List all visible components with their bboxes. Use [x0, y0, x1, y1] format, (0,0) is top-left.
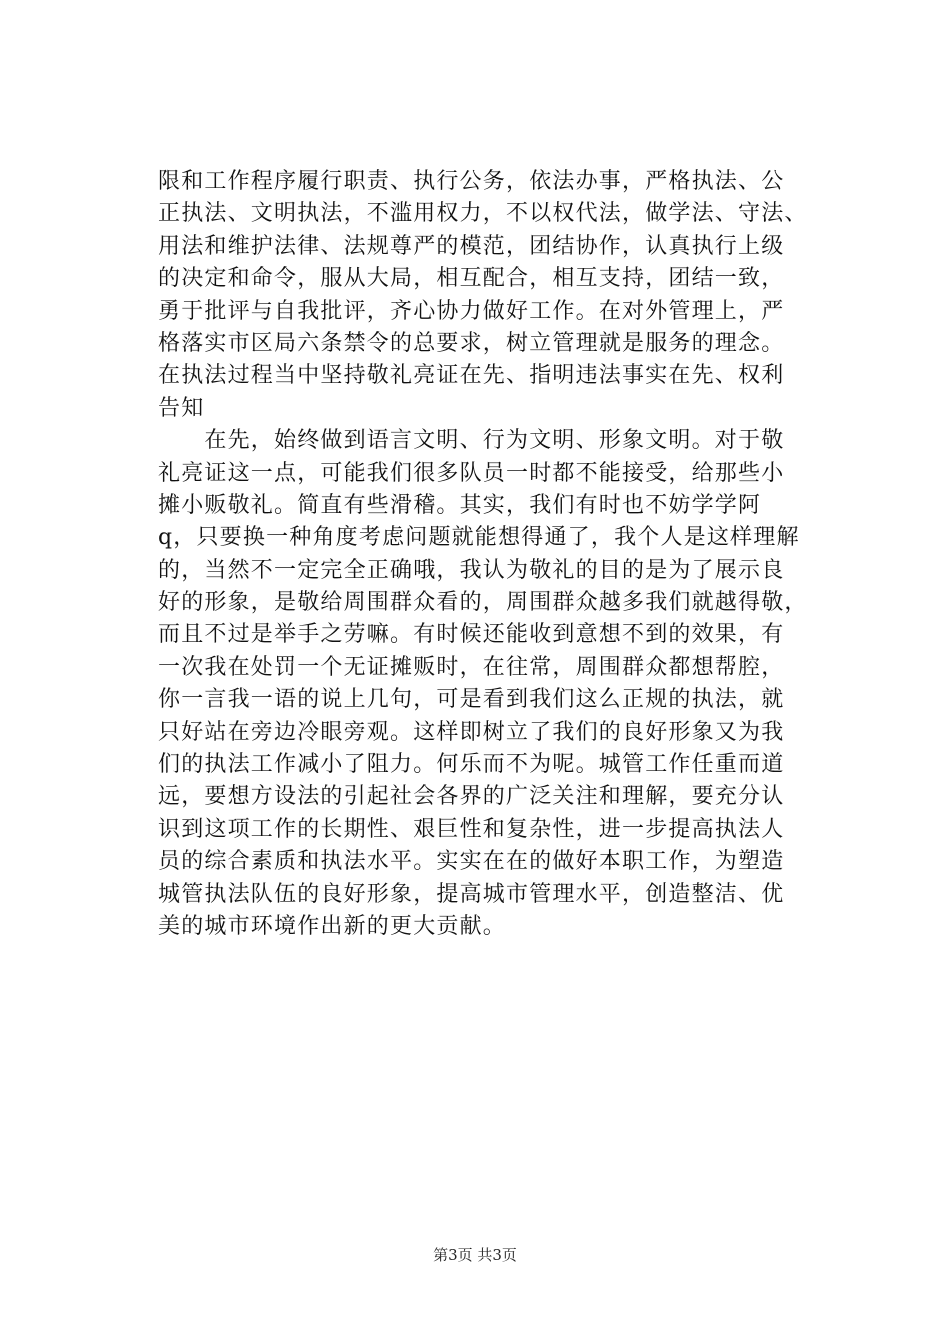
text-line: 在执法过程当中坚持敬礼亮证在先、指明违法事实在先、权利	[158, 363, 785, 389]
text-line: 告知	[158, 395, 205, 421]
text-line: 正执法、文明执法，不滥用权力，不以权代法，做学法、守法、	[158, 201, 808, 227]
text-line: 远，要想方设法的引起社会各界的广泛关注和理解，要充分认	[158, 784, 785, 810]
text-line: 在先，始终做到语言文明、行为文明、形象文明。对于敬	[158, 428, 785, 454]
text-line: 礼亮证这一点，可能我们很多队员一时都不能接受，给那些小	[158, 460, 785, 486]
text-line: 摊小贩敬礼。简直有些滑稽。其实，我们有时也不妨学学阿	[158, 492, 762, 518]
body-text	[158, 166, 830, 943]
text-line: 只好站在旁边冷眼旁观。这样即树立了我们的良好形象又为我	[158, 719, 785, 745]
text-line: 而且不过是举手之劳嘛。有时候还能收到意想不到的效果，有	[158, 622, 785, 648]
text-line: 们的执法工作减小了阻力。何乐而不为呢。城管工作任重而道	[158, 752, 785, 778]
text-line: 好的形象，是敬给周围群众看的，周围群众越多我们就越得敬，	[158, 590, 808, 616]
text-line: q，只要换一种角度考虑问题就能想得通了，我个人是这样理解	[158, 525, 800, 551]
text-line: 的决定和命令，服从大局，相互配合，相互支持，团结一致，	[158, 266, 785, 292]
page-number: 第3页 共3页	[433, 1246, 517, 1264]
text-line: 格落实市区局六条禁令的总要求，树立管理就是服务的理念。	[158, 330, 785, 356]
text-line: 的，当然不一定完全正确哦，我认为敬礼的目的是为了展示良	[158, 557, 785, 583]
text-line: 限和工作程序履行职责、执行公务，依法办事，严格执法、公	[158, 169, 785, 194]
text-line: 用法和维护法律、法规尊严的模范，团结协作，认真执行上级	[158, 233, 785, 259]
text-line: 城管执法队伍的良好形象，提高城市管理水平，创造整洁、优	[158, 881, 785, 907]
page-footer	[0, 1245, 950, 1265]
text-line: 勇于批评与自我批评，齐心协力做好工作。在对外管理上，严	[158, 298, 785, 324]
text-line: 员的综合素质和执法水平。实实在在的做好本职工作，为塑造	[158, 849, 785, 875]
text-line: 美的城市环境作出新的更大贡献。	[158, 913, 507, 939]
text-line: 一次我在处罚一个无证摊贩时，在往常，周围群众都想帮腔，	[158, 654, 785, 680]
text-line: 识到这项工作的长期性、艰巨性和复杂性，进一步提高执法人	[158, 816, 785, 842]
text-line: 你一言我一语的说上几句，可是看到我们这么正规的执法，就	[158, 687, 785, 713]
